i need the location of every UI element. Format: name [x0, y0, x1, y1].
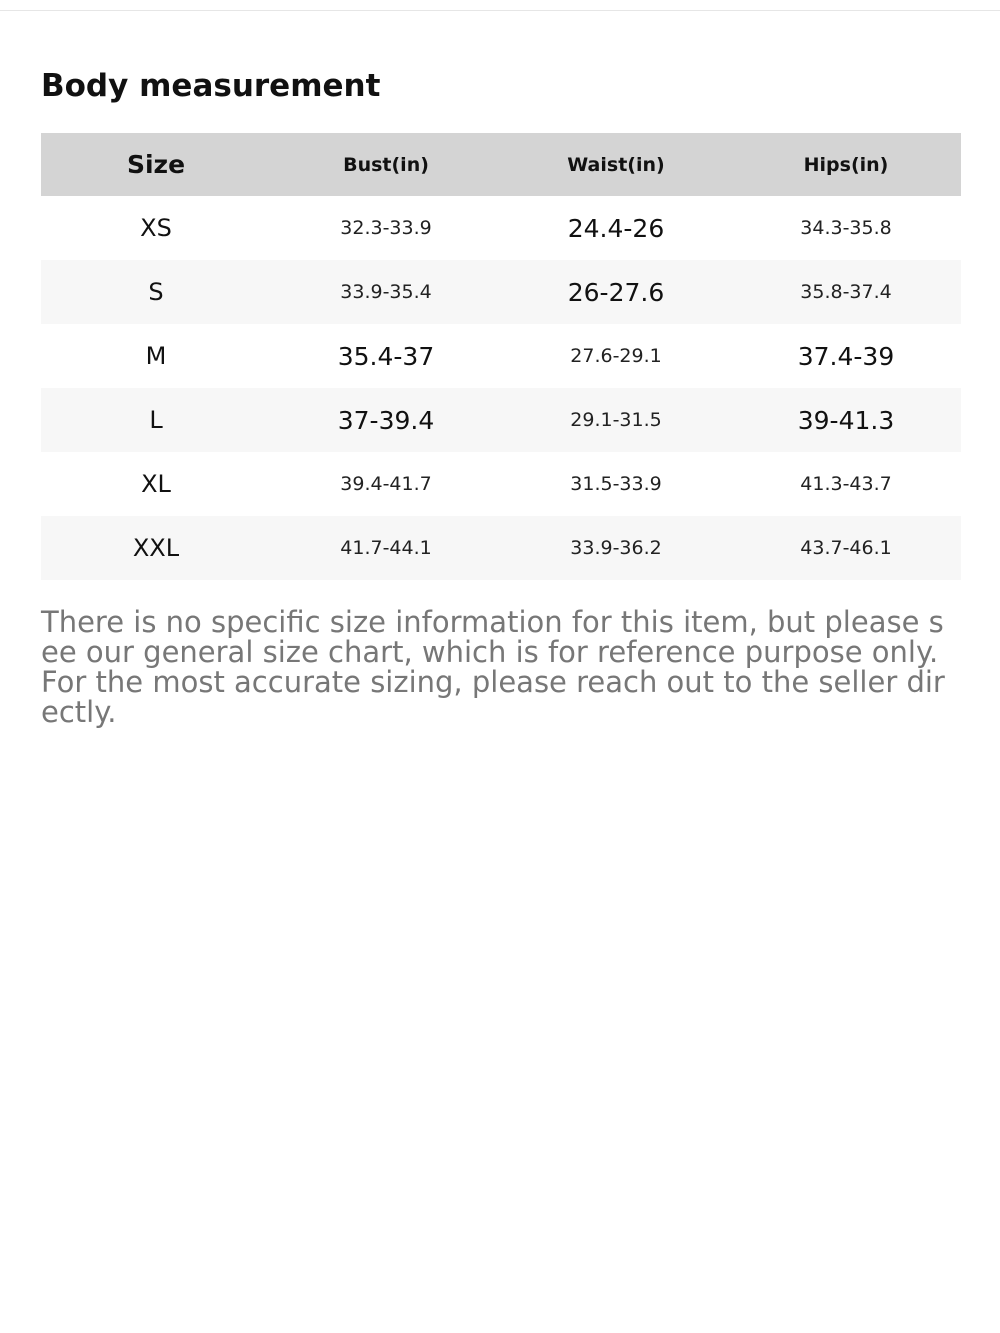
cell-hips: 39-41.3	[797, 405, 895, 435]
header-waist: Waist(in)	[567, 153, 665, 176]
cell-bust: 41.7-44.1	[340, 537, 432, 559]
cell-bust: 33.9-35.4	[340, 281, 432, 303]
cell-hips: 43.7-46.1	[800, 537, 892, 559]
cell-hips: 35.8-37.4	[800, 281, 892, 303]
size-chart-table	[41, 133, 961, 580]
cell-waist: 31.5-33.9	[570, 473, 662, 495]
table-row	[41, 452, 961, 516]
table-row	[41, 196, 961, 260]
table-row	[41, 516, 961, 580]
table-row	[41, 324, 961, 388]
cell-bust: 39.4-41.7	[340, 473, 432, 495]
cell-waist: 27.6-29.1	[570, 345, 662, 367]
table-row	[41, 388, 961, 452]
cell-waist: 33.9-36.2	[570, 537, 662, 559]
cell-hips: 37.4-39	[797, 341, 895, 371]
header-hips: Hips(in)	[803, 153, 889, 176]
size-disclaimer-note: There is no specific size information for this item, but please see our general size chart, which is for reference purpose only. For the most accurate sizing, please reach out to the seller directly.	[41, 605, 945, 729]
section-title: Body measurement	[41, 68, 381, 104]
cell-size: M	[145, 342, 167, 370]
cell-bust: 37-39.4	[337, 405, 435, 435]
cell-size: L	[149, 406, 163, 434]
table-header-row	[41, 133, 961, 196]
cell-size: XL	[141, 470, 171, 498]
cell-size: S	[148, 278, 164, 306]
cell-bust: 35.4-37	[337, 341, 435, 371]
cell-waist: 24.4-26	[567, 213, 665, 243]
header-size: Size	[126, 150, 186, 179]
cell-waist: 26-27.6	[567, 277, 665, 307]
cell-hips: 34.3-35.8	[800, 217, 892, 239]
top-divider	[0, 10, 1000, 11]
cell-size: XS	[140, 214, 172, 242]
cell-waist: 29.1-31.5	[570, 409, 662, 431]
header-bust: Bust(in)	[343, 153, 429, 176]
cell-bust: 32.3-33.9	[340, 217, 432, 239]
table-row	[41, 260, 961, 324]
cell-size: XXL	[132, 534, 180, 562]
cell-hips: 41.3-43.7	[800, 473, 892, 495]
